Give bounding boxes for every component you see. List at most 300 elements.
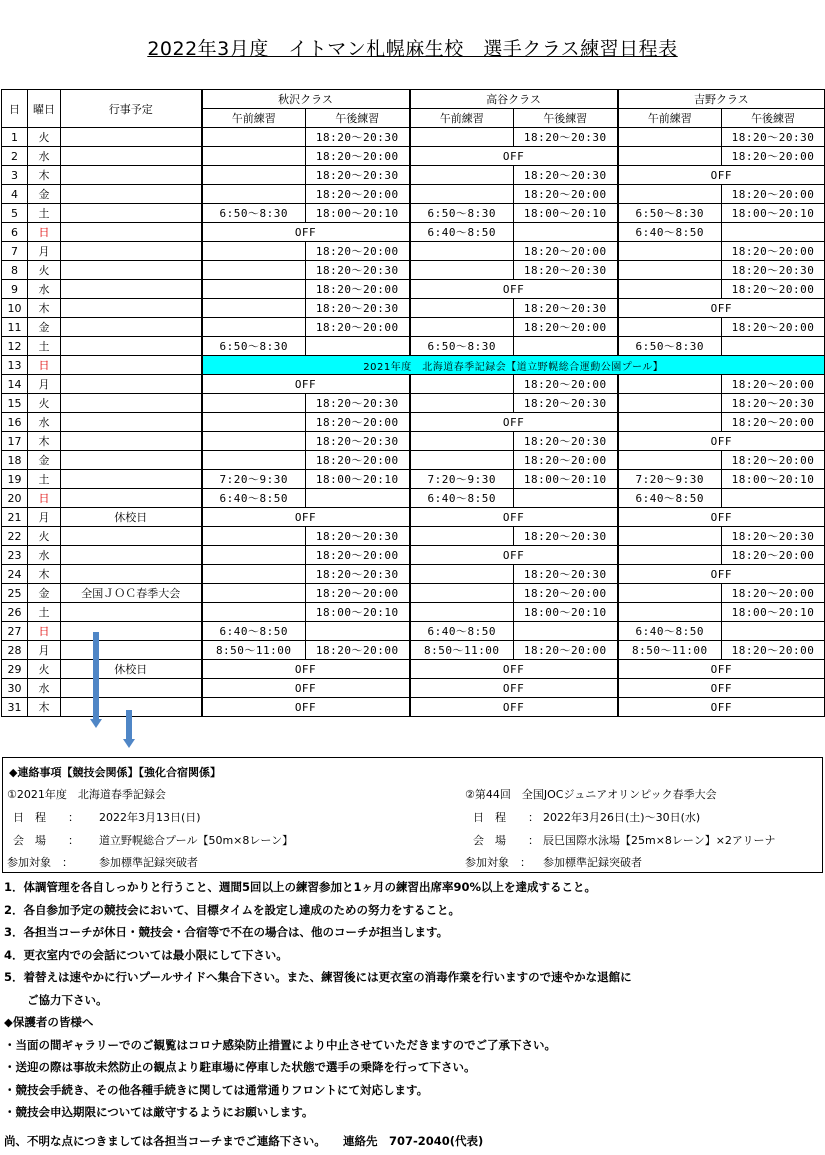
weekday-cell: 月 xyxy=(28,242,61,261)
am-time-cell xyxy=(618,280,722,299)
page-title: 2022年3月度 イトマン札幌麻生校 選手クラス練習日程表 xyxy=(147,38,678,60)
header-class-yoshino: 吉野クラス xyxy=(618,90,825,109)
pm-time-cell: 18:00～20:10 xyxy=(306,603,410,622)
pm-time-cell: 18:20～20:00 xyxy=(722,242,825,261)
am-time-cell xyxy=(618,584,722,603)
event-left-target-label: 参加対象 ： xyxy=(7,856,73,869)
pm-time-cell: 18:00～20:10 xyxy=(306,470,410,489)
am-time-cell xyxy=(202,280,306,299)
am-time-cell xyxy=(202,584,306,603)
off-cell: OFF xyxy=(618,698,825,717)
header-pm: 午後練習 xyxy=(306,109,410,128)
day-cell: 9 xyxy=(2,280,28,299)
event-cell xyxy=(61,318,202,337)
off-cell: OFF xyxy=(410,280,618,299)
am-time-cell: 7:20～9:30 xyxy=(410,470,514,489)
am-time-cell xyxy=(410,261,514,280)
event-right-date-label: 日 程 ： xyxy=(473,811,539,824)
schedule-row xyxy=(2,128,825,147)
weekday-cell: 木 xyxy=(28,299,61,318)
day-cell: 22 xyxy=(2,527,28,546)
pm-time-cell: 18:20～20:00 xyxy=(514,375,618,394)
weekday-cell: 金 xyxy=(28,584,61,603)
am-time-cell xyxy=(202,565,306,584)
pm-time-cell xyxy=(306,489,410,508)
event-cell xyxy=(61,679,202,698)
am-time-cell xyxy=(202,527,306,546)
am-time-cell: 7:20～9:30 xyxy=(202,470,306,489)
weekday-cell: 土 xyxy=(28,337,61,356)
am-time-cell xyxy=(618,527,722,546)
header-weekday: 曜日 xyxy=(28,90,61,128)
pm-time-cell xyxy=(514,622,618,641)
am-time-cell: 6:50～8:30 xyxy=(618,337,722,356)
event-cell xyxy=(61,470,202,489)
am-time-cell xyxy=(618,147,722,166)
pm-time-cell: 18:20～20:30 xyxy=(514,166,618,185)
day-cell: 18 xyxy=(2,451,28,470)
pm-time-cell: 18:20～20:00 xyxy=(722,147,825,166)
event-right-date: 2022年3月26日(土)～30日(水) xyxy=(543,811,701,824)
schedule-row xyxy=(2,242,825,261)
weekday-cell: 土 xyxy=(28,470,61,489)
pm-time-cell: 18:20～20:30 xyxy=(514,527,618,546)
day-cell: 29 xyxy=(2,660,28,679)
schedule-row xyxy=(2,204,825,223)
day-cell: 11 xyxy=(2,318,28,337)
weekday-cell: 水 xyxy=(28,147,61,166)
event-cell xyxy=(61,242,202,261)
day-cell: 24 xyxy=(2,565,28,584)
day-cell: 30 xyxy=(2,679,28,698)
weekday-cell: 水 xyxy=(28,413,61,432)
schedule-row xyxy=(2,641,825,660)
schedule-row xyxy=(2,470,825,489)
pm-time-cell: 18:20～20:00 xyxy=(722,375,825,394)
am-time-cell xyxy=(202,147,306,166)
weekday-cell: 金 xyxy=(28,185,61,204)
event-cell xyxy=(61,261,202,280)
weekday-cell: 火 xyxy=(28,394,61,413)
schedule-row xyxy=(2,451,825,470)
am-time-cell xyxy=(202,546,306,565)
weekday-cell: 木 xyxy=(28,698,61,717)
event-left-venue: 道立野幌総合プール【50m×8レーン】 xyxy=(99,834,294,847)
off-cell: OFF xyxy=(410,147,618,166)
am-time-cell: 6:50～8:30 xyxy=(202,204,306,223)
joc-arrow-right xyxy=(126,710,132,740)
pm-time-cell: 18:20～20:00 xyxy=(722,546,825,565)
schedule-row xyxy=(2,185,825,204)
day-cell: 1 xyxy=(2,128,28,147)
schedule-row xyxy=(2,508,825,527)
event-cell xyxy=(61,204,202,223)
pm-time-cell: 18:20～20:00 xyxy=(514,242,618,261)
event-right-venue-label: 会 場 ： xyxy=(473,834,539,847)
event-cell: 休校日 xyxy=(61,660,202,679)
schedule-row xyxy=(2,223,825,242)
am-time-cell xyxy=(410,318,514,337)
day-cell: 23 xyxy=(2,546,28,565)
day-cell: 27 xyxy=(2,622,28,641)
schedule-row xyxy=(2,413,825,432)
am-time-cell: 6:50～8:30 xyxy=(202,337,306,356)
am-time-cell xyxy=(618,603,722,622)
day-cell: 7 xyxy=(2,242,28,261)
schedule-row xyxy=(2,584,825,603)
off-cell: OFF xyxy=(202,375,410,394)
am-time-cell xyxy=(410,527,514,546)
weekday-cell: 水 xyxy=(28,679,61,698)
header-am: 午前練習 xyxy=(618,109,722,128)
schedule-row xyxy=(2,337,825,356)
off-cell: OFF xyxy=(410,508,618,527)
am-time-cell xyxy=(410,432,514,451)
pm-time-cell: 18:20～20:00 xyxy=(722,413,825,432)
pm-time-cell xyxy=(514,223,618,242)
contact-title: ◆連絡事項【競技会関係】【強化合宿関係】 xyxy=(9,766,221,779)
weekday-cell: 木 xyxy=(28,432,61,451)
note-line: ・競技会手続き、その他各種手続きに関しては通常通りフロントにて対応します。 xyxy=(4,1082,429,1097)
am-time-cell xyxy=(202,261,306,280)
am-time-cell: 6:50～8:30 xyxy=(410,204,514,223)
pm-time-cell: 18:20～20:00 xyxy=(514,318,618,337)
event-cell xyxy=(61,432,202,451)
pm-time-cell: 18:20～20:00 xyxy=(306,546,410,565)
pm-time-cell xyxy=(722,622,825,641)
am-time-cell xyxy=(202,128,306,147)
schedule-row xyxy=(2,546,825,565)
off-cell: OFF xyxy=(618,660,825,679)
am-time-cell xyxy=(202,166,306,185)
event-left-target: 参加標準記録突破者 xyxy=(99,856,198,869)
am-time-cell xyxy=(202,603,306,622)
event-cell xyxy=(61,147,202,166)
off-cell: OFF xyxy=(410,698,618,717)
pm-time-cell: 18:20～20:00 xyxy=(722,318,825,337)
weekday-cell: 火 xyxy=(28,261,61,280)
pm-time-cell: 18:20～20:00 xyxy=(306,242,410,261)
pm-time-cell: 18:20～20:00 xyxy=(722,280,825,299)
schedule-row xyxy=(2,432,825,451)
off-cell: OFF xyxy=(202,679,410,698)
joc-arrow-left xyxy=(93,632,99,720)
day-cell: 19 xyxy=(2,470,28,489)
day-cell: 15 xyxy=(2,394,28,413)
schedule-row xyxy=(2,356,825,375)
day-cell: 2 xyxy=(2,147,28,166)
pm-time-cell xyxy=(722,337,825,356)
event-cell xyxy=(61,337,202,356)
event-cell xyxy=(61,527,202,546)
am-time-cell xyxy=(618,318,722,337)
am-time-cell xyxy=(618,375,722,394)
event-cell xyxy=(61,413,202,432)
header-pm: 午後練習 xyxy=(722,109,825,128)
day-cell: 3 xyxy=(2,166,28,185)
am-time-cell: 6:40～8:50 xyxy=(410,223,514,242)
off-cell: OFF xyxy=(618,432,825,451)
weekday-cell: 金 xyxy=(28,451,61,470)
day-cell: 31 xyxy=(2,698,28,717)
day-cell: 25 xyxy=(2,584,28,603)
weekday-cell: 火 xyxy=(28,128,61,147)
pm-time-cell: 18:20～20:00 xyxy=(722,584,825,603)
weekday-cell: 火 xyxy=(28,527,61,546)
weekday-cell: 土 xyxy=(28,603,61,622)
pm-time-cell: 18:20～20:30 xyxy=(722,527,825,546)
pm-time-cell: 18:20～20:00 xyxy=(722,185,825,204)
note-line: ご協力下さい。 xyxy=(4,992,108,1007)
am-time-cell xyxy=(410,565,514,584)
pm-time-cell: 18:20～20:00 xyxy=(306,413,410,432)
pm-time-cell: 18:20～20:30 xyxy=(514,394,618,413)
weekday-cell: 水 xyxy=(28,280,61,299)
weekday-cell: 日 xyxy=(28,622,61,641)
off-cell: OFF xyxy=(410,413,618,432)
schedule-row xyxy=(2,489,825,508)
event-right-target-label: 参加対象 ： xyxy=(465,856,531,869)
am-time-cell xyxy=(410,375,514,394)
day-cell: 17 xyxy=(2,432,28,451)
pm-time-cell: 18:20～20:30 xyxy=(514,432,618,451)
am-time-cell xyxy=(410,299,514,318)
am-time-cell xyxy=(202,432,306,451)
pm-time-cell: 18:20～20:30 xyxy=(306,128,410,147)
pm-time-cell xyxy=(722,223,825,242)
am-time-cell xyxy=(410,584,514,603)
pm-time-cell: 18:20～20:00 xyxy=(722,451,825,470)
pm-time-cell: 18:00～20:10 xyxy=(514,470,618,489)
schedule-row xyxy=(2,622,825,641)
weekday-cell: 月 xyxy=(28,375,61,394)
pm-time-cell xyxy=(306,622,410,641)
event-left-venue-label: 会 場 ： xyxy=(13,834,79,847)
am-time-cell: 6:40～8:50 xyxy=(618,489,722,508)
pm-time-cell: 18:20～20:00 xyxy=(306,185,410,204)
am-time-cell: 6:50～8:30 xyxy=(618,204,722,223)
am-time-cell xyxy=(618,394,722,413)
pm-time-cell xyxy=(306,337,410,356)
day-cell: 4 xyxy=(2,185,28,204)
am-time-cell: 6:40～8:50 xyxy=(410,489,514,508)
event-cell: 全国ＪＯＣ春季大会 xyxy=(61,584,202,603)
am-time-cell xyxy=(202,299,306,318)
off-cell: OFF xyxy=(410,660,618,679)
pm-time-cell: 18:00～20:10 xyxy=(514,603,618,622)
note-line: 5．着替えは速やかに行いプールサイドへ集合下さい。また、練習後には更衣室の消毒作業を行いますので速やかな退館に xyxy=(4,970,632,984)
am-time-cell xyxy=(410,394,514,413)
day-cell: 6 xyxy=(2,223,28,242)
note-line: 尚、不明な点につきましては各担当コーチまでご連絡下さい。 連絡先 707-2040(代表) xyxy=(4,1133,484,1148)
event-cell: 休校日 xyxy=(61,508,202,527)
event-cell xyxy=(61,356,202,375)
off-cell: OFF xyxy=(618,299,825,318)
pm-time-cell: 18:20～20:00 xyxy=(514,641,618,660)
schedule-row xyxy=(2,394,825,413)
am-time-cell xyxy=(202,318,306,337)
pm-time-cell: 18:00～20:10 xyxy=(306,204,410,223)
pm-time-cell: 18:20～20:00 xyxy=(306,280,410,299)
off-cell: OFF xyxy=(202,698,410,717)
am-time-cell xyxy=(410,128,514,147)
header-class-akizawa: 秋沢クラス xyxy=(202,90,410,109)
note-line: 3．各担当コーチが休日・競技会・合宿等で不在の場合は、他のコーチが担当します。 xyxy=(4,925,449,939)
schedule-row xyxy=(2,660,825,679)
pm-time-cell: 18:20～20:30 xyxy=(514,128,618,147)
schedule-row xyxy=(2,375,825,394)
off-cell: OFF xyxy=(410,546,618,565)
schedule-table xyxy=(1,89,825,717)
am-time-cell xyxy=(410,166,514,185)
event-cell xyxy=(61,280,202,299)
am-time-cell: 6:50～8:30 xyxy=(410,337,514,356)
am-time-cell: 6:40～8:50 xyxy=(202,622,306,641)
day-cell: 10 xyxy=(2,299,28,318)
event-right-venue: 辰巳国際水泳場【25m×8レーン】×2アリーナ xyxy=(543,834,776,847)
pm-time-cell: 18:20～20:30 xyxy=(514,565,618,584)
event-cell xyxy=(61,546,202,565)
am-time-cell xyxy=(410,185,514,204)
event-right-name: ②第44回 全国JOCジュニアオリンピック春季大会 xyxy=(465,788,717,801)
event-cell xyxy=(61,185,202,204)
pm-time-cell: 18:20～20:00 xyxy=(306,584,410,603)
joc-arrowhead-left xyxy=(90,719,102,728)
pm-time-cell xyxy=(514,337,618,356)
weekday-cell: 金 xyxy=(28,318,61,337)
am-time-cell: 6:40～8:50 xyxy=(202,489,306,508)
schedule-row xyxy=(2,527,825,546)
event-cell xyxy=(61,394,202,413)
note-line: ・送迎の際は事故未然防止の観点より駐車場に停車した状態で選手の乗降を行って下さい。 xyxy=(4,1060,476,1074)
schedule-row xyxy=(2,299,825,318)
pm-time-cell: 18:20～20:30 xyxy=(722,261,825,280)
weekday-cell: 月 xyxy=(28,641,61,660)
pm-time-cell: 18:00～20:10 xyxy=(722,470,825,489)
weekday-cell: 木 xyxy=(28,565,61,584)
pm-time-cell: 18:20～20:30 xyxy=(514,261,618,280)
note-line: ◆保護者の皆様へ xyxy=(4,1015,94,1029)
pm-time-cell: 18:20～20:30 xyxy=(306,166,410,185)
event-cell xyxy=(61,166,202,185)
note-line: 1．体調管理を各自しっかりと行うこと、週間5回以上の練習参加と1ヶ月の練習出席率90%以上を達成すること。 xyxy=(4,880,597,894)
am-time-cell: 6:40～8:50 xyxy=(618,622,722,641)
am-time-cell xyxy=(202,242,306,261)
pm-time-cell xyxy=(722,489,825,508)
pm-time-cell xyxy=(514,489,618,508)
am-time-cell xyxy=(618,546,722,565)
joc-arrowhead-right xyxy=(123,739,135,748)
am-time-cell xyxy=(618,128,722,147)
pm-time-cell: 18:20～20:00 xyxy=(514,185,618,204)
event-cell xyxy=(61,375,202,394)
am-time-cell xyxy=(618,261,722,280)
pm-time-cell: 18:20～20:30 xyxy=(306,299,410,318)
note-line: 2．各自参加予定の競技会において、目標タイムを設定し達成のための努力をすること。 xyxy=(4,902,461,917)
day-cell: 14 xyxy=(2,375,28,394)
off-cell: OFF xyxy=(618,565,825,584)
event-cell xyxy=(61,565,202,584)
pm-time-cell: 18:20～20:30 xyxy=(306,565,410,584)
schedule-row xyxy=(2,698,825,717)
schedule-row xyxy=(2,565,825,584)
schedule-row xyxy=(2,147,825,166)
schedule-row xyxy=(2,166,825,185)
weekday-cell: 日 xyxy=(28,489,61,508)
pm-time-cell: 18:00～20:10 xyxy=(722,204,825,223)
event-cell xyxy=(61,622,202,641)
am-time-cell: 6:40～8:50 xyxy=(410,622,514,641)
schedule-row xyxy=(2,280,825,299)
header-am: 午前練習 xyxy=(202,109,306,128)
pm-time-cell: 18:20～20:30 xyxy=(306,394,410,413)
off-cell: OFF xyxy=(618,508,825,527)
am-time-cell xyxy=(618,451,722,470)
day-cell: 26 xyxy=(2,603,28,622)
pm-time-cell: 18:20～20:30 xyxy=(722,128,825,147)
off-cell: OFF xyxy=(618,679,825,698)
event-cell xyxy=(61,489,202,508)
event-right-target: 参加標準記録突破者 xyxy=(543,856,642,869)
notes-section xyxy=(4,876,632,1152)
event-left-name: ①2021年度 北海道春季記録会 xyxy=(7,788,166,801)
pm-time-cell: 18:00～20:10 xyxy=(722,603,825,622)
contact-box xyxy=(2,757,823,873)
am-time-cell xyxy=(410,451,514,470)
off-cell: OFF xyxy=(202,508,410,527)
am-time-cell: 8:50～11:00 xyxy=(202,641,306,660)
event-cell xyxy=(61,603,202,622)
day-cell: 20 xyxy=(2,489,28,508)
day-cell: 16 xyxy=(2,413,28,432)
pm-time-cell: 18:00～20:10 xyxy=(514,204,618,223)
am-time-cell: 6:40～8:50 xyxy=(618,223,722,242)
pm-time-cell: 18:20～20:30 xyxy=(306,527,410,546)
competition-banner: 2021年度 北海道春季記録会【道立野幌総合運動公園プール】 xyxy=(202,356,825,375)
am-time-cell: 7:20～9:30 xyxy=(618,470,722,489)
am-time-cell xyxy=(618,242,722,261)
schedule-row xyxy=(2,603,825,622)
am-time-cell xyxy=(202,413,306,432)
pm-time-cell: 18:20～20:30 xyxy=(306,432,410,451)
day-cell: 28 xyxy=(2,641,28,660)
am-time-cell: 8:50～11:00 xyxy=(618,641,722,660)
pm-time-cell: 18:20～20:30 xyxy=(722,394,825,413)
pm-time-cell: 18:20～20:00 xyxy=(306,451,410,470)
note-line: ・競技会申込期限については厳守するようにお願いします。 xyxy=(4,1105,314,1119)
am-time-cell xyxy=(202,451,306,470)
event-cell xyxy=(61,223,202,242)
pm-time-cell: 18:20～20:00 xyxy=(306,147,410,166)
weekday-cell: 土 xyxy=(28,204,61,223)
day-cell: 8 xyxy=(2,261,28,280)
event-cell xyxy=(61,299,202,318)
header-am: 午前練習 xyxy=(410,109,514,128)
off-cell: OFF xyxy=(410,679,618,698)
weekday-cell: 木 xyxy=(28,166,61,185)
pm-time-cell: 18:20～20:00 xyxy=(514,451,618,470)
pm-time-cell: 18:20～20:00 xyxy=(306,318,410,337)
day-cell: 21 xyxy=(2,508,28,527)
event-cell xyxy=(61,641,202,660)
header-events: 行事予定 xyxy=(61,90,202,128)
am-time-cell: 8:50～11:00 xyxy=(410,641,514,660)
pm-time-cell: 18:20～20:30 xyxy=(306,261,410,280)
am-time-cell xyxy=(202,394,306,413)
day-cell: 5 xyxy=(2,204,28,223)
am-time-cell xyxy=(410,603,514,622)
header-day: 日 xyxy=(2,90,28,128)
